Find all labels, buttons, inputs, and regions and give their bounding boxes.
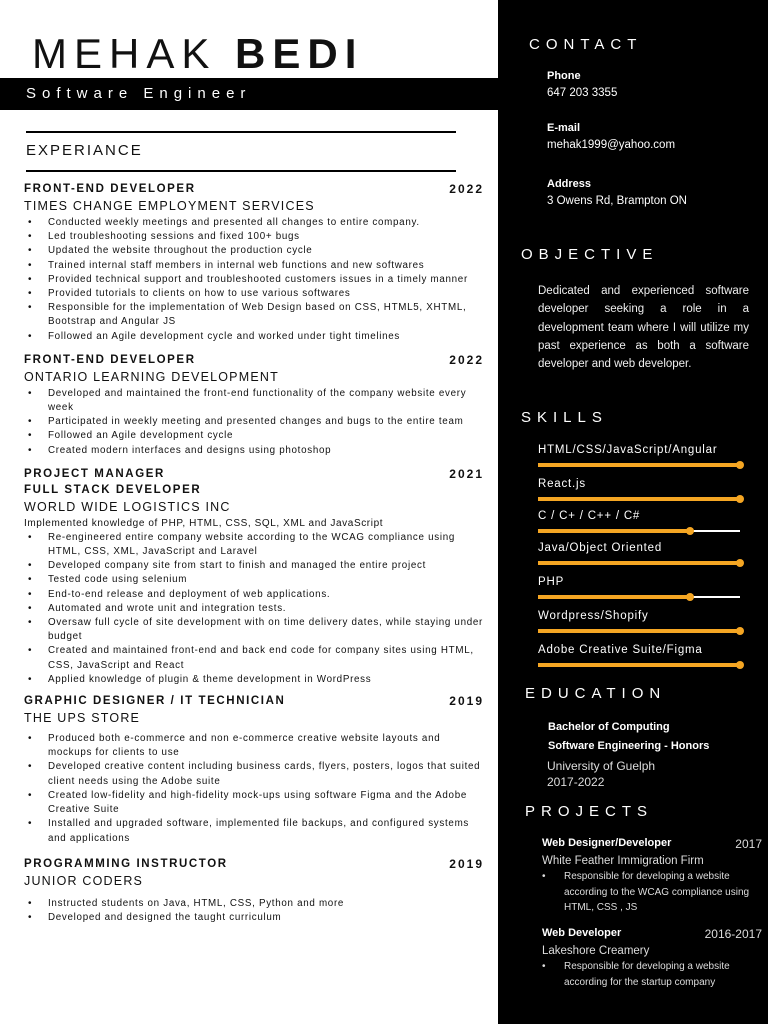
job-intro: Implemented knowledge of PHP, HTML, CSS, SQL, XML and JavaScript bbox=[24, 517, 384, 529]
project-title: Web Developer bbox=[542, 927, 622, 939]
candidate-name: MEHAK BEDI bbox=[32, 30, 364, 77]
skill-level-dot bbox=[736, 461, 744, 469]
skill-bar-fill bbox=[538, 595, 690, 599]
bullet-item: • Trained internal staff members in internal web functions and new softwares bbox=[24, 259, 484, 273]
bullet-item: • Provided technical support and troubleshooted customers issues in a timely manner bbox=[24, 273, 484, 287]
skill-item bbox=[538, 508, 750, 532]
skill-name: Wordpress/Shopify bbox=[538, 610, 649, 622]
project-client: Lakeshore Creamery bbox=[542, 945, 650, 957]
skill-bar bbox=[538, 464, 740, 466]
job-entry bbox=[24, 693, 484, 846]
skill-bar-fill bbox=[538, 463, 740, 467]
email-value: mehak1999@yahoo.com bbox=[547, 139, 676, 151]
bullet-list bbox=[542, 869, 762, 916]
skill-name: PHP bbox=[538, 576, 565, 588]
divider bbox=[26, 131, 456, 133]
skill-bar-fill bbox=[538, 529, 690, 533]
address-value: 3 Owens Rd, Brampton ON bbox=[547, 195, 687, 207]
job-entry-year: 2019 bbox=[449, 694, 484, 709]
bullet-list bbox=[542, 959, 762, 990]
skill-bar-fill bbox=[538, 561, 740, 565]
degree bbox=[548, 718, 709, 756]
skill-bar bbox=[538, 562, 740, 564]
divider bbox=[26, 170, 456, 172]
company-name: THE UPS STORE bbox=[24, 711, 141, 726]
skill-bar-fill bbox=[538, 497, 740, 501]
skill-level-dot bbox=[736, 627, 744, 635]
bullet-item: • Responsible for developing a website according to the WCAG compliance using HTML, CSS , JS bbox=[542, 869, 762, 916]
job-entry bbox=[24, 181, 484, 344]
project-entry bbox=[542, 927, 762, 990]
bullet-list bbox=[24, 387, 484, 458]
skill-bar bbox=[538, 530, 740, 532]
bullet-item: • Participated in weekly meeting and presented changes and bugs to the entire team bbox=[24, 415, 484, 429]
job-title: Software Engineer bbox=[26, 85, 252, 102]
objective-text: Dedicated and experienced software developer seeking a role in a development team where I will utilize my past experience as both a software developer and web developer. bbox=[538, 285, 749, 371]
experience-list bbox=[24, 181, 484, 925]
job-entry bbox=[24, 856, 484, 925]
skill-level-dot bbox=[736, 661, 744, 669]
bullet-item: • Installed and upgraded software, implemented file backups, and configured systems and applications bbox=[24, 817, 484, 845]
project-entry bbox=[542, 837, 762, 916]
skill-item bbox=[538, 442, 750, 466]
job-entry-title: FRONT-END DEVELOPER bbox=[24, 353, 196, 366]
project-year: 2016-2017 bbox=[704, 927, 762, 941]
projects-heading: PROJECTS bbox=[525, 803, 654, 820]
company-name: TIMES CHANGE EMPLOYMENT SERVICES bbox=[24, 199, 315, 213]
degree-name: Bachelor of Computing bbox=[548, 721, 670, 733]
bullet-item: • Instructed students on Java, HTML, CSS, Python and more bbox=[24, 897, 484, 911]
job-entry-subtitle: FULL STACK DEVELOPER bbox=[24, 483, 202, 496]
job-entry-title: FRONT-END DEVELOPER bbox=[24, 183, 196, 195]
title-bar bbox=[0, 78, 498, 110]
project-client: White Feather Immigration Firm bbox=[542, 855, 704, 867]
job-entry-title: PROJECT MANAGER bbox=[24, 467, 165, 480]
school-name: University of Guelph bbox=[547, 759, 656, 773]
bullet-list bbox=[24, 216, 484, 344]
bullet-item: • Conducted weekly meetings and presented all changes to entire company. bbox=[24, 216, 484, 230]
bullet-item: • Developed and maintained the front-end functionality of the company website every week bbox=[24, 387, 484, 415]
bullet-list bbox=[24, 897, 484, 925]
skill-item bbox=[538, 476, 750, 500]
right-column bbox=[498, 0, 768, 1024]
email-label: E-mail bbox=[547, 122, 581, 134]
phone-value: 647 203 3355 bbox=[547, 87, 618, 99]
job-entry-year: 2022 bbox=[449, 182, 484, 196]
bullet-item: • Tested code using selenium bbox=[24, 573, 484, 587]
bullet-item: • Automated and wrote unit and integration tests. bbox=[24, 602, 484, 616]
project-year: 2017 bbox=[735, 837, 762, 851]
contact-heading: CONTACT bbox=[529, 36, 643, 53]
skill-bar-fill bbox=[538, 663, 740, 667]
bullet-list bbox=[24, 531, 484, 687]
skill-item bbox=[538, 574, 750, 598]
job-entry bbox=[24, 352, 484, 458]
job-entry-year: 2021 bbox=[449, 466, 484, 481]
skill-name: HTML/CSS/JavaScript/Angular bbox=[538, 444, 718, 456]
bullet-item: • End-to-end release and deployment of web applications. bbox=[24, 588, 484, 602]
skill-item bbox=[538, 540, 750, 564]
job-entry-year: 2022 bbox=[449, 352, 484, 367]
job-entry-title: GRAPHIC DESIGNER / IT TECHNICIAN bbox=[24, 695, 286, 708]
skill-bar bbox=[538, 498, 740, 500]
phone-label: Phone bbox=[547, 70, 581, 82]
bullet-item: • Developed and designed the taught curriculum bbox=[24, 911, 484, 925]
degree-major: Software Engineering - Honors bbox=[548, 740, 710, 752]
education-heading: EDUCATION bbox=[525, 685, 667, 702]
bullet-item: • Responsible for the implementation of Web Design based on CSS, HTML5, XHTML, Bootstrap and Angular JS bbox=[24, 301, 484, 329]
bullet-item: • Updated the website throughout the production cycle bbox=[24, 244, 484, 258]
bullet-item: • Applied knowledge of plugin & theme development in WordPress bbox=[24, 673, 484, 687]
skill-name: Java/Object Oriented bbox=[538, 542, 663, 554]
bullet-item: • Developed creative content including business cards, flyers, posters, logos that suited client needs using the Adobe suite bbox=[24, 760, 484, 788]
bullet-item: • Followed an Agile development cycle and worked under tight timelines bbox=[24, 330, 484, 344]
job-entry bbox=[24, 466, 484, 687]
bullet-item: • Led troubleshooting sessions and fixed 100+ bugs bbox=[24, 230, 484, 244]
project-title: Web Designer/Developer bbox=[542, 837, 672, 849]
school-years: 2017-2022 bbox=[547, 775, 605, 789]
experience-heading: EXPERIANCE bbox=[26, 142, 143, 159]
job-entry-title: PROGRAMMING INSTRUCTOR bbox=[24, 857, 228, 870]
skill-level-dot bbox=[736, 495, 744, 503]
skill-bar bbox=[538, 630, 740, 632]
skill-item bbox=[538, 608, 750, 632]
company-name: WORLD WIDE LOGISTICS INC bbox=[24, 499, 231, 514]
skill-name: C / C+ / C++ / C# bbox=[538, 510, 641, 522]
bullet-item: • Created and maintained front-end and back end code for company sites using HTML, CSS, JavaScript and React bbox=[24, 644, 484, 672]
bullet-item: • Re-engineered entire company website according to the WCAG compliance using HTML, CSS, XML, JavaScript and Laravel bbox=[24, 531, 484, 559]
company-name: JUNIOR CODERS bbox=[24, 873, 144, 888]
bullet-item: • Developed company site from start to finish and managed the entire project bbox=[24, 559, 484, 573]
school bbox=[547, 758, 655, 790]
bullet-item: • Responsible for developing a website according for the startup company bbox=[542, 959, 762, 990]
skill-bar bbox=[538, 596, 740, 598]
skill-bar bbox=[538, 664, 740, 666]
bullet-item: • Created modern interfaces and designs using photoshop bbox=[24, 444, 484, 458]
bullet-list bbox=[24, 732, 484, 846]
bullet-item: • Produced both e-commerce and non e-commerce creative website layouts and mockups for clients to use bbox=[24, 732, 484, 760]
bullet-item: • Followed an Agile development cycle bbox=[24, 429, 484, 443]
skill-level-dot bbox=[686, 527, 694, 535]
skill-bar-fill bbox=[538, 629, 740, 633]
bullet-item: • Provided tutorials to clients on how to use various softwares bbox=[24, 287, 484, 301]
skill-item bbox=[538, 642, 750, 666]
bullet-item: • Created low-fidelity and high-fidelity mock-ups using software Figma and the Adobe Creative Suite bbox=[24, 789, 484, 817]
skill-level-dot bbox=[736, 559, 744, 567]
skill-name: Adobe Creative Suite/Figma bbox=[538, 644, 703, 656]
skill-name: React.js bbox=[538, 478, 586, 490]
skill-level-dot bbox=[686, 593, 694, 601]
bullet-item: • Oversaw full cycle of site development with on time delivery dates, while staying under budget bbox=[24, 616, 484, 644]
address-label: Address bbox=[547, 178, 592, 190]
job-entry-year: 2019 bbox=[449, 856, 484, 871]
skills-heading: SKILLS bbox=[521, 409, 608, 426]
company-name: ONTARIO LEARNING DEVELOPMENT bbox=[24, 369, 279, 384]
objective-heading: OBJECTIVE bbox=[521, 246, 659, 263]
